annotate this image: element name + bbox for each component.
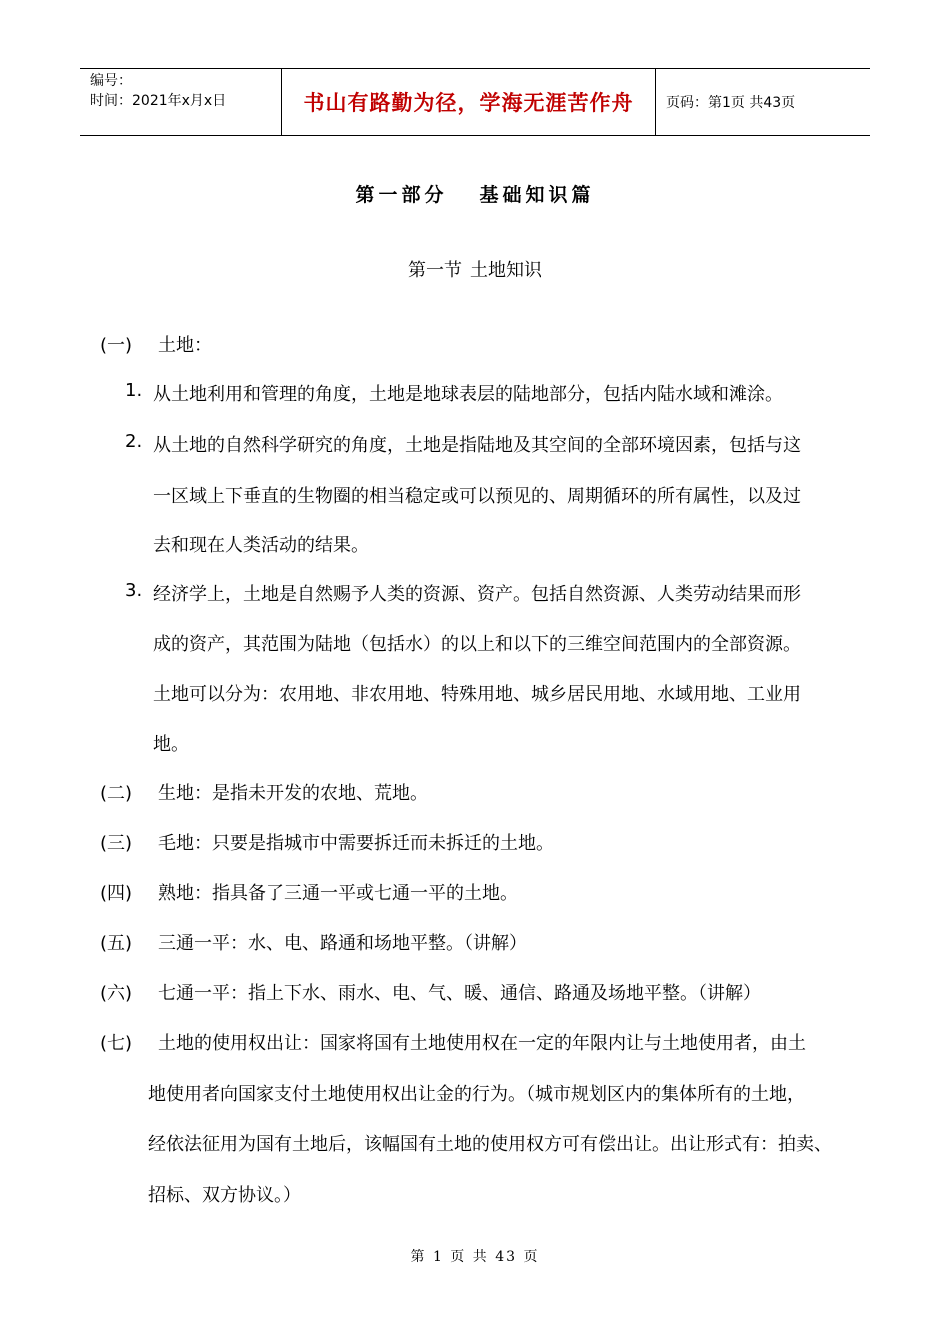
item-text: 熟地：指具备了三通一平或七通一平的土地。 xyxy=(158,883,518,904)
item-text: 土地的使用权出让：国家将国有土地使用权在一定的年限内让与土地使用者，由土 xyxy=(158,1033,806,1054)
header-motto: 书山有路勤为径，学海无涯苦作舟 xyxy=(282,69,656,135)
list-line: 一区域上下垂直的生物圈的相当稳定或可以预见的、周期循环的所有属性，以及过 xyxy=(153,486,801,507)
list-line: 经济学上，土地是自然赐予人类的资源、资产。包括自然资源、人类劳动结果而形 xyxy=(153,584,801,605)
item-text: 经依法征用为国有土地后，该幅国有土地的使用权方可有偿出让。出让形式有：拍卖、 xyxy=(148,1134,832,1155)
item-label: (六) xyxy=(100,983,133,1004)
section-name: 土地知识 xyxy=(470,260,542,281)
item-label: (七) xyxy=(100,1033,133,1054)
part-title xyxy=(0,180,950,207)
part-name: 基础知识篇 xyxy=(479,184,595,206)
list-number: 3. xyxy=(125,580,143,601)
page-header xyxy=(80,68,870,136)
list-line: 从土地利用和管理的角度，土地是地球表层的陆地部分，包括内陆水域和滩涂。 xyxy=(153,384,783,405)
header-meta xyxy=(80,69,282,135)
header-page-info: 页码：第1页 共43页 xyxy=(666,95,796,111)
section-title xyxy=(0,256,950,282)
list-line: 成的资产，其范围为陆地（包括水）的以上和以下的三维空间范围内的全部资源。 xyxy=(153,634,801,655)
item-label: (二) xyxy=(100,783,133,804)
item-text: 毛地：只要是指城市中需要拆迁而未拆迁的土地。 xyxy=(158,833,554,854)
list-line: 土地可以分为：农用地、非农用地、特殊用地、城乡居民用地、水域用地、工业用 xyxy=(153,684,801,705)
section-number: 第一节 xyxy=(408,260,462,281)
item-text: 招标、双方协议。） xyxy=(148,1185,301,1206)
item-label: (一) xyxy=(100,335,133,356)
item-text: 地使用者向国家支付土地使用权出让金的行为。（城市规划区内的集体所有的土地， xyxy=(148,1084,805,1105)
list-number: 1. xyxy=(125,380,143,401)
item-text: 土地： xyxy=(158,335,212,356)
list-line: 从土地的自然科学研究的角度，土地是指陆地及其空间的全部环境因素，包括与这 xyxy=(153,435,801,456)
page-footer: 第 1 页 共 43 页 xyxy=(410,1249,540,1265)
item-text: 七通一平：指上下水、雨水、电、气、暖、通信、路通及场地平整。（讲解） xyxy=(158,983,761,1004)
item-label: (四) xyxy=(100,883,133,904)
item-label: (五) xyxy=(100,933,133,954)
number-label: 编号： xyxy=(90,73,132,89)
item-label: (三) xyxy=(100,833,133,854)
list-line: 去和现在人类活动的结果。 xyxy=(153,535,369,556)
item-text: 三通一平：水、电、路通和场地平整。（讲解） xyxy=(158,933,527,954)
part-number: 第一部分 xyxy=(355,184,448,206)
item-text: 生地：是指未开发的农地、荒地。 xyxy=(158,783,428,804)
list-number: 2. xyxy=(125,431,143,452)
time-label: 时间：2021年x月x日 xyxy=(90,93,227,109)
list-line: 地。 xyxy=(153,734,189,755)
